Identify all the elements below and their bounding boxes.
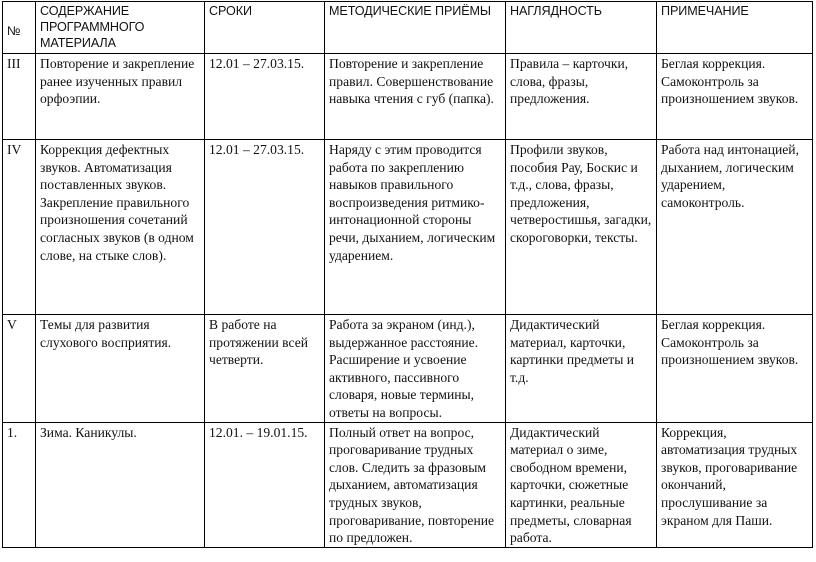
row-dates: 12.01 – 27.03.15.	[205, 140, 325, 315]
row-number: III	[3, 54, 36, 140]
header-dates: СРОКИ	[205, 2, 325, 54]
row-content: Зима. Каникулы.	[36, 422, 205, 547]
row-notes: Коррекция, автоматизация трудных звуков, проговаривание окончаний, прослушивание за экраном для Паши.	[657, 422, 813, 547]
row-methods: Наряду с этим проводится работа по закреплению навыков правильного воспроизведения ритмико-интонационной стороны речи, дыханием, логическим ударением.	[325, 140, 506, 315]
row-methods: Работа за экраном (инд.), выдержанное расстояние. Расширение и усвоение активного, пассивного словаря, новые термины, ответы на вопросы.	[325, 315, 506, 423]
row-visual-aids: Правила – карточки, слова, фразы, предложения.	[506, 54, 657, 140]
row-notes: Работа над интонацией, дыханием, логическим ударением, самоконтроль.	[657, 140, 813, 315]
header-number: №	[3, 2, 36, 54]
table-row	[3, 54, 813, 140]
header-row	[3, 2, 813, 54]
row-number: 1.	[3, 422, 36, 547]
row-number: IV	[3, 140, 36, 315]
header-visual-aids: НАГЛЯДНОСТЬ	[506, 2, 657, 54]
row-notes: Беглая коррекция. Самоконтроль за произношением звуков.	[657, 54, 813, 140]
table-row	[3, 422, 813, 547]
row-content: Повторение и закрепление ранее изученных правил орфоэпии.	[36, 54, 205, 140]
row-content: Коррекция дефектных звуков. Автоматизация поставленных звуков. Закрепление правильного произношения сочетаний согласных звуков (в одном слове, на стыке слов).	[36, 140, 205, 315]
row-visual-aids: Дидактический материал о зиме, свободном времени, карточки, сюжетные картинки, реальные предметы, словарная работа.	[506, 422, 657, 547]
row-visual-aids: Дидактический материал, карточки, картинки предметы и т.д.	[506, 315, 657, 423]
program-table	[2, 1, 813, 548]
header-content: СОДЕРЖАНИЕ ПРОГРАММНОГО МАТЕРИАЛА	[36, 2, 205, 54]
table-row	[3, 140, 813, 315]
header-notes: ПРИМЕЧАНИЕ	[657, 2, 813, 54]
header-methods: МЕТОДИЧЕСКИЕ ПРИЁМЫ	[325, 2, 506, 54]
row-content: Темы для развития слухового восприятия.	[36, 315, 205, 423]
row-number: V	[3, 315, 36, 423]
row-methods: Повторение и закрепление правил. Совершенствование навыка чтения с губ (папка).	[325, 54, 506, 140]
row-visual-aids: Профили звуков, пособия Рау, Боскис и т.д., слова, фразы, предложения, четверостишья, загадки, скороговорки, тексты.	[506, 140, 657, 315]
row-methods: Полный ответ на вопрос, проговаривание трудных слов. Следить за фразовым дыханием, автоматизация трудных звуков, проговаривание, повторение по предложен.	[325, 422, 506, 547]
row-dates: 12.01 – 27.03.15.	[205, 54, 325, 140]
row-notes: Беглая коррекция. Самоконтроль за произношением звуков.	[657, 315, 813, 423]
row-dates: В работе на протяжении всей четверти.	[205, 315, 325, 423]
row-dates: 12.01. – 19.01.15.	[205, 422, 325, 547]
table-row	[3, 315, 813, 423]
